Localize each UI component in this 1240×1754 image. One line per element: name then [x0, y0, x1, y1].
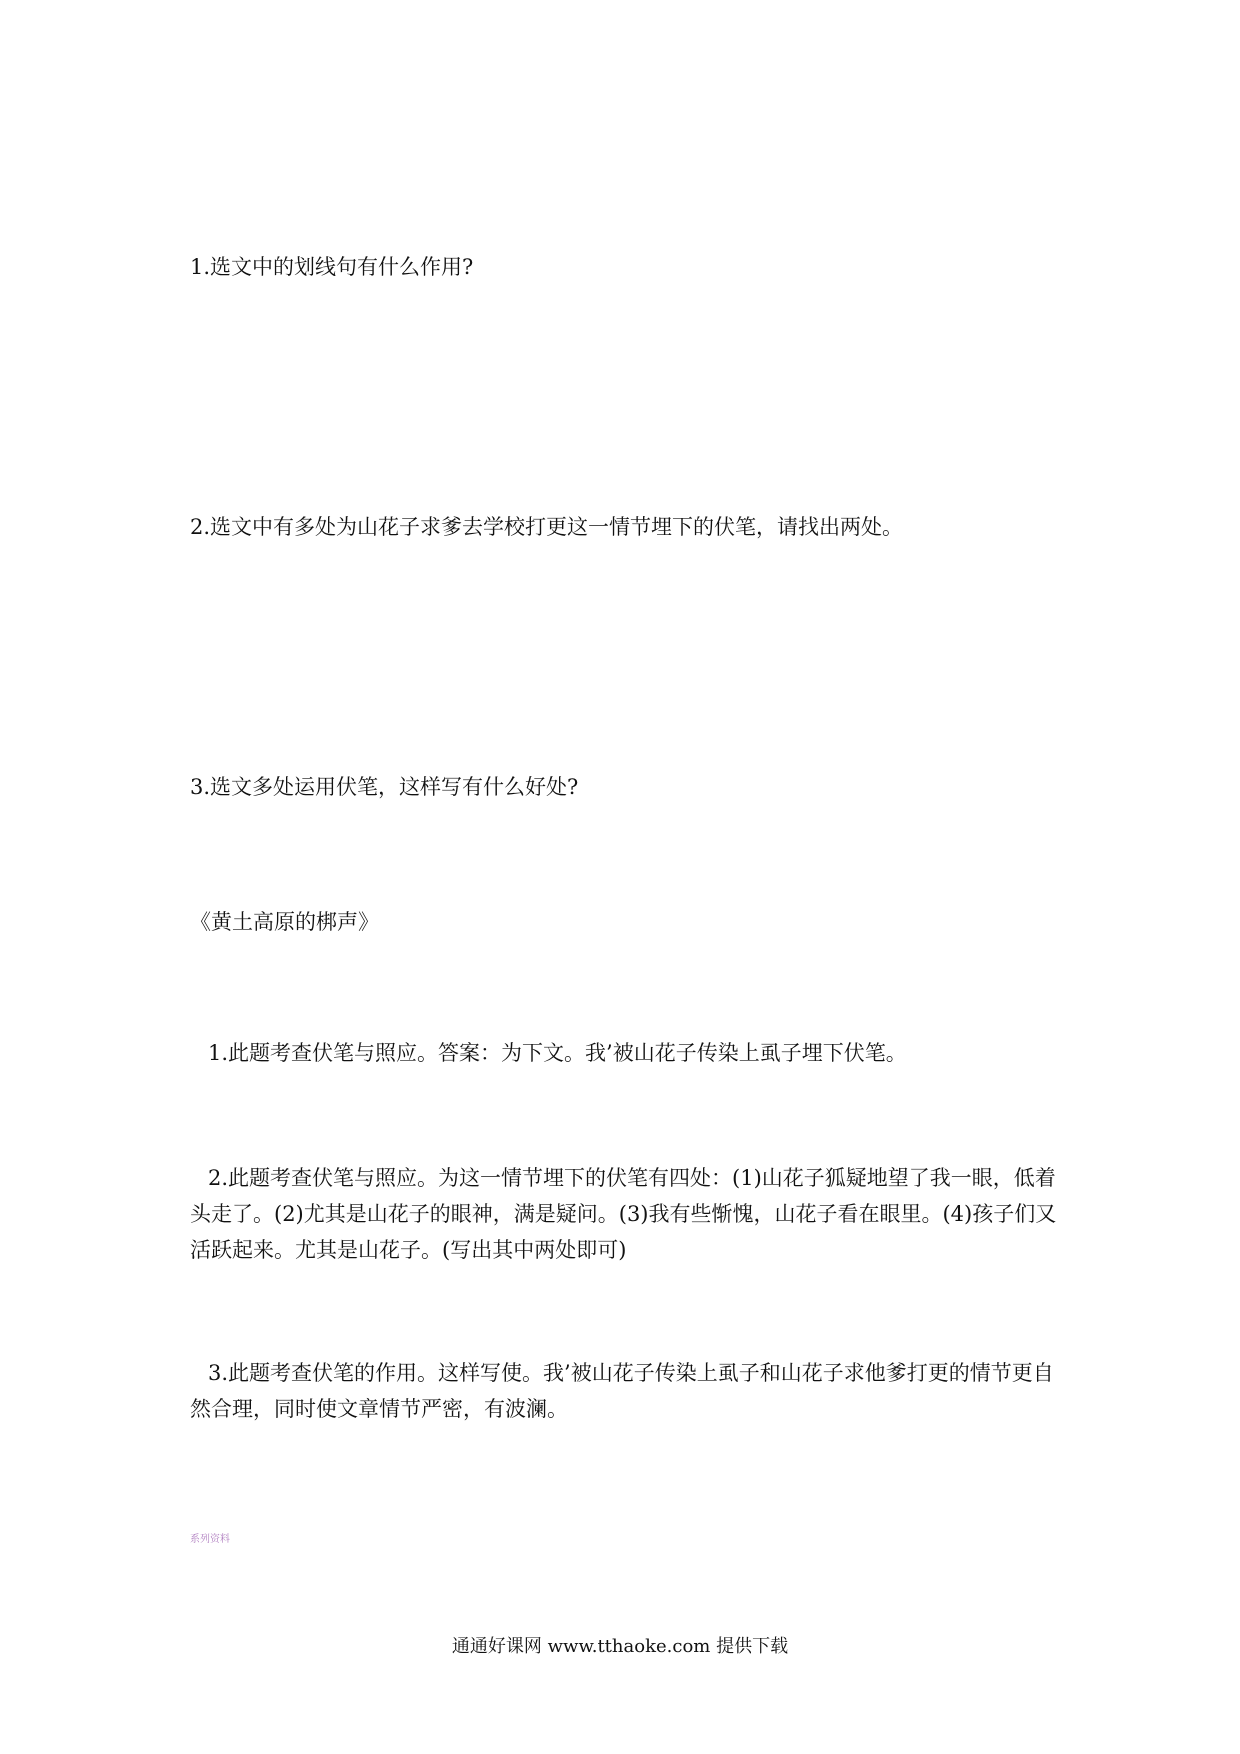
answer-3-text: 3.此题考查伏笔的作用。这样写使。我’被山花子传染上虱子和山花子求他爹打更的情节更自然合理，同时使文章情节严密，有波澜。 [190, 1361, 1054, 1421]
answer-3 [190, 1355, 1060, 1427]
answer-2 [190, 1160, 1060, 1268]
answer-1-text: 1.此题考查伏笔与照应。答案：为下文。我’被山花子传染上虱子埋下伏笔。 [208, 1041, 907, 1065]
question-3: 3.选文多处运用伏笔，这样写有什么好处? [190, 775, 579, 799]
question-1: 1.选文中的划线句有什么作用? [190, 255, 474, 279]
answer-section-title: 《黄土高原的梆声》 [190, 910, 379, 934]
answer-1 [190, 1035, 1060, 1071]
question-2: 2.选文中有多处为山花子求爹去学校打更这一情节埋下的伏笔，请找出两处。 [190, 515, 904, 539]
watermark-text: 系列资料 [190, 1534, 230, 1545]
answer-2-text: 2.此题考查伏笔与照应。为这一情节埋下的伏笔有四处：(1)山花子狐疑地望了我一眼，低着头走了。(2)尤其是山花子的眼神，满是疑问。(3)我有些惭愧，山花子看在眼里。(4)孩子们又活跃起来。尤其是山花子。(写出其中两处即可) [190, 1166, 1057, 1262]
footer-download-note: 通通好课网 www.tthaoke.com 提供下载 [451, 1636, 789, 1657]
